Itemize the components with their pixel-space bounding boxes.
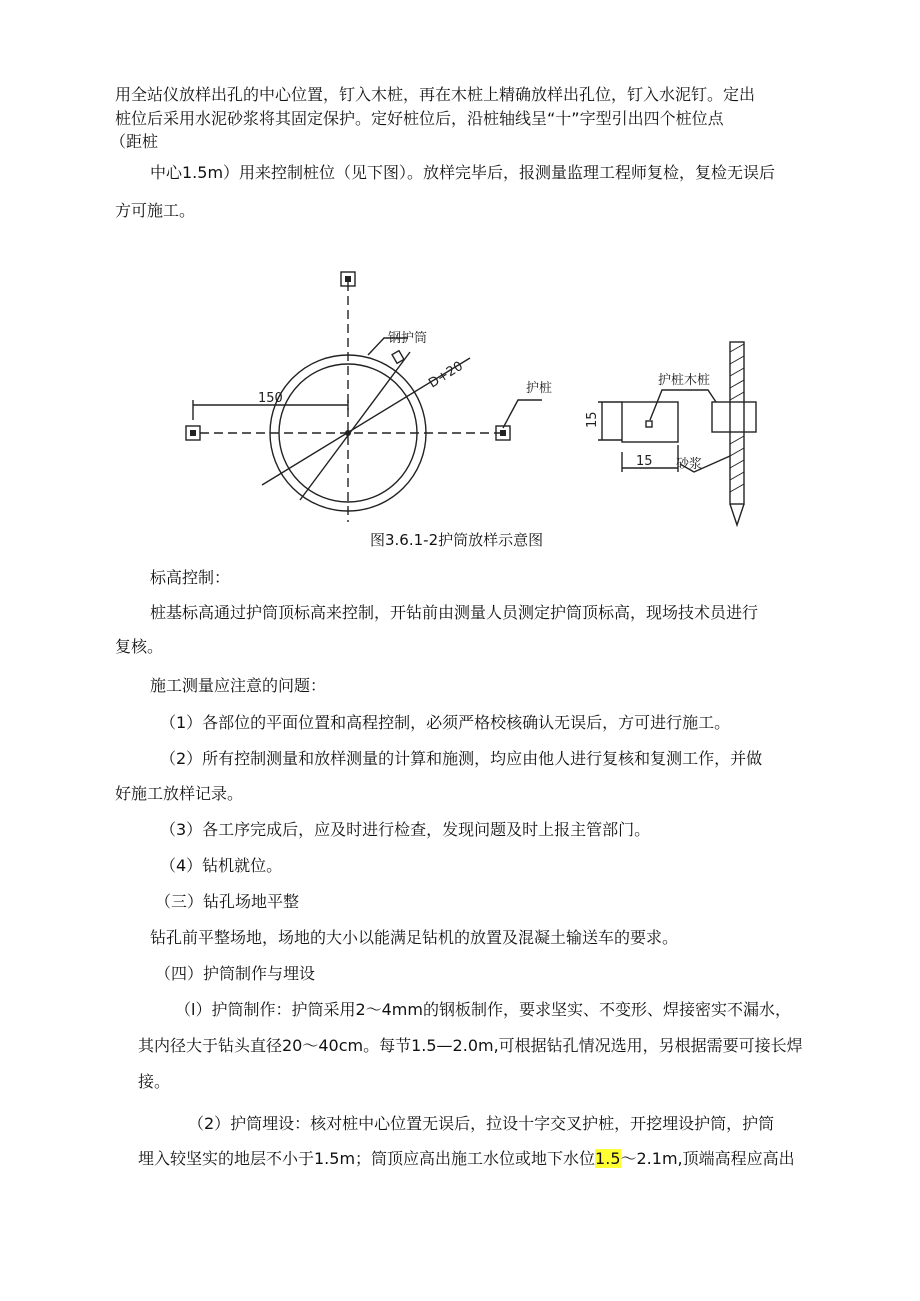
para1-line2: 桩位后采用水泥砂浆将其固定保护。定好桩位后，沿桩轴线呈“十”字型引出四个桩位点 bbox=[115, 109, 724, 128]
section4-p2b bbox=[138, 1148, 795, 1170]
elevation-line2: 复核。 bbox=[115, 637, 164, 656]
notes-item2a: （2）所有控制测量和放样测量的计算和施测，均应由他人进行复核和复测工作，并做 bbox=[160, 749, 763, 768]
label-guard-pile: 护桩 bbox=[526, 381, 553, 396]
notes-item1: （1）各部位的平面位置和高程控制，必须严格校核确认无误后，方可进行施工。 bbox=[160, 713, 731, 732]
para1-line4: 中心1.5m）用来控制桩位（见下图）。放样完毕后，报测量监理工程师复检，复检无误后 bbox=[150, 163, 776, 182]
highlighted-value: 1.5 bbox=[595, 1149, 621, 1168]
casing-layout-diagram bbox=[170, 260, 790, 540]
label-15-horizontal: 15 bbox=[636, 454, 653, 469]
label-15-vertical: 15 bbox=[585, 411, 600, 428]
section4-p2a: （2）护筒埋设：核对桩中心位置无误后，拉设十字交叉护桩，开挖埋设护筒，护筒 bbox=[188, 1114, 775, 1133]
notes-item3: （3）各工序完成后，应及时进行检查，发现问题及时上报主管部门。 bbox=[160, 820, 651, 839]
section4-p1c: 接。 bbox=[138, 1072, 171, 1091]
elevation-heading: 标高控制： bbox=[150, 568, 231, 587]
label-150: 150 bbox=[258, 391, 283, 406]
label-casing: 钢护筒 bbox=[388, 331, 428, 346]
label-d20: D+20 bbox=[426, 358, 466, 392]
label-guard-wood: 护桩木桩 bbox=[658, 373, 711, 388]
section4-heading: （四）护筒制作与埋设 bbox=[155, 964, 316, 983]
notes-item4: （4）钻机就位。 bbox=[160, 856, 283, 875]
stake-post bbox=[730, 342, 744, 504]
section4-p1a: （l）护筒制作：护筒采用2～4mm的钢板制作，要求坚实、不变形、焊接密实不漏水， bbox=[175, 1000, 791, 1019]
section4-p2b-post: ～2.1m,顶端高程应高出 bbox=[620, 1149, 795, 1168]
guard-pile-wood-block bbox=[622, 402, 678, 442]
elevation-line1: 桩基标高通过护筒顶标高来控制，开钻前由测量人员测定护筒顶标高，现场技术员进行 bbox=[150, 603, 759, 622]
para1-line1: 用全站仪放样出孔的中心位置，钉入木桩，再在木桩上精确放样出孔位，钉入水泥钉。定出 bbox=[115, 85, 756, 104]
label-mortar: 砂浆 bbox=[676, 457, 703, 472]
section4-p1b: 其内径大于钻头直径20～40cm。每节1.5—2.0m,可根据钻孔情况选用，另根据需要可接长焊 bbox=[138, 1036, 803, 1055]
section3-body: 钻孔前平整场地，场地的大小以能满足钻机的放置及混凝土输送车的要求。 bbox=[150, 928, 679, 947]
figure-caption: 图3.6.1-2护筒放样示意图 bbox=[370, 531, 544, 549]
section3-heading: （三）钻孔场地平整 bbox=[155, 892, 300, 911]
para1-line3: （距桩 bbox=[110, 132, 159, 151]
notes-heading: 施工测量应注意的问题： bbox=[150, 676, 327, 695]
para1-line5: 方可施工。 bbox=[115, 201, 196, 220]
section4-p2b-pre: 埋入较坚实的地层不小于1.5m；筒顶应高出施工水位或地下水位 bbox=[138, 1149, 596, 1168]
notes-item2b: 好施工放样记录。 bbox=[115, 784, 244, 803]
